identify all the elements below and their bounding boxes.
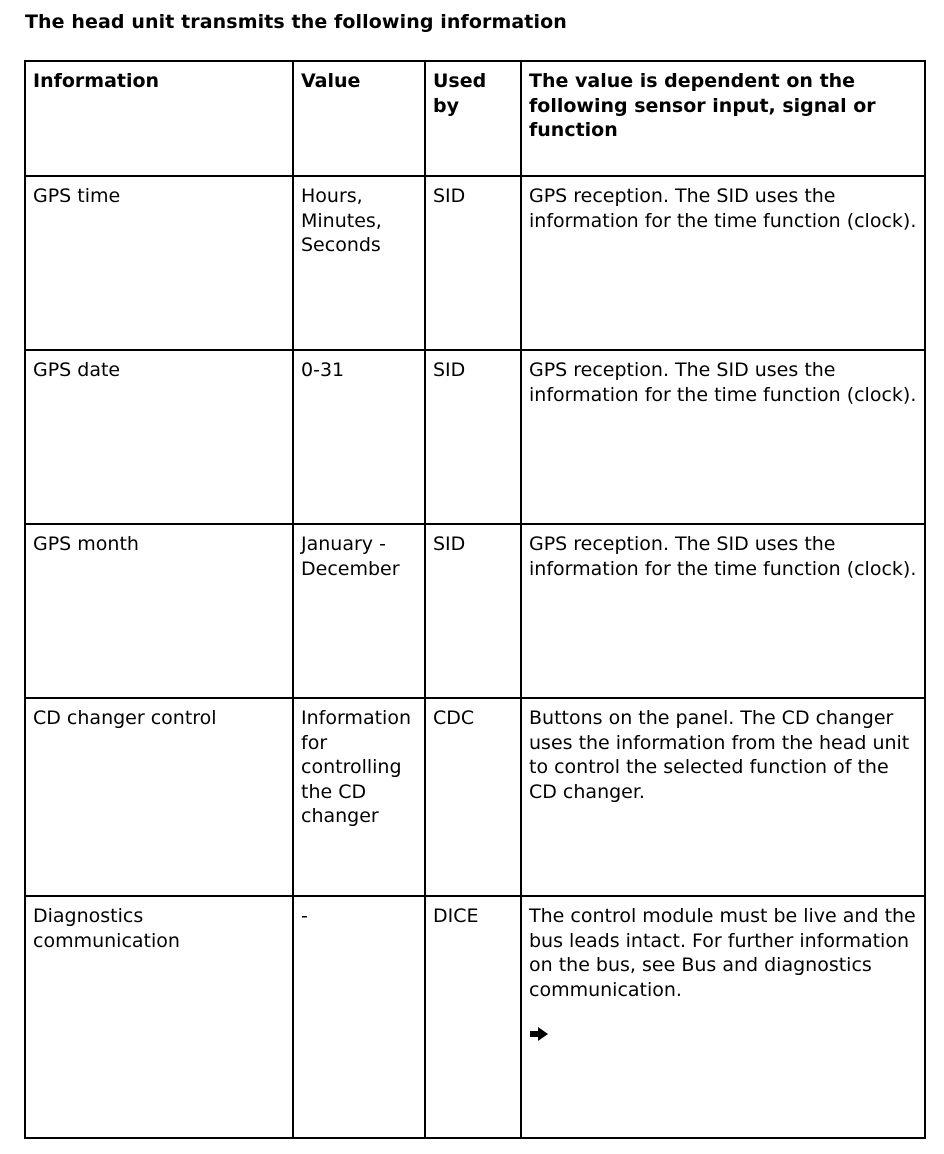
cell-value: January - December [293, 524, 425, 698]
table-row [25, 698, 925, 896]
cell-dependency: The control module must be live and the bus leads intact. For further information on the bus, see Bus and diagnostics communication. [529, 905, 916, 1001]
cell-value: 0-31 [293, 350, 425, 524]
cell-information: Diagnostics communication [25, 896, 293, 1138]
table-header-row [25, 61, 925, 176]
cell-used-by: DICE [425, 896, 521, 1138]
cell-dependency-with-link [521, 896, 925, 1138]
arrow-right-icon[interactable] [529, 1024, 549, 1040]
header-used-by: Used by [425, 61, 521, 176]
table-row [25, 896, 925, 1138]
cell-information: GPS month [25, 524, 293, 698]
cell-value: Information for controlling the CD changer [293, 698, 425, 896]
cell-value: - [293, 896, 425, 1138]
cell-dependency: Buttons on the panel. The CD changer uses the information from the head unit to control the selected function of the CD changer. [521, 698, 925, 896]
cell-value: Hours, Minutes, Seconds [293, 176, 425, 350]
cell-information: GPS date [25, 350, 293, 524]
header-information: Information [25, 61, 293, 176]
cell-used-by: SID [425, 176, 521, 350]
information-table [24, 60, 926, 1139]
cell-information: CD changer control [25, 698, 293, 896]
header-value: Value [293, 61, 425, 176]
cell-used-by: CDC [425, 698, 521, 896]
cell-dependency: GPS reception. The SID uses the information for the time function (clock). [521, 176, 925, 350]
cell-used-by: SID [425, 524, 521, 698]
header-dependency: The value is dependent on the following sensor input, signal or function [521, 61, 925, 176]
table-row [25, 176, 925, 350]
page-title: The head unit transmits the following information [25, 11, 567, 33]
table-row [25, 350, 925, 524]
cell-information: GPS time [25, 176, 293, 350]
cell-dependency: GPS reception. The SID uses the information for the time function (clock). [521, 524, 925, 698]
table-row [25, 524, 925, 698]
cell-dependency: GPS reception. The SID uses the information for the time function (clock). [521, 350, 925, 524]
cell-used-by: SID [425, 350, 521, 524]
